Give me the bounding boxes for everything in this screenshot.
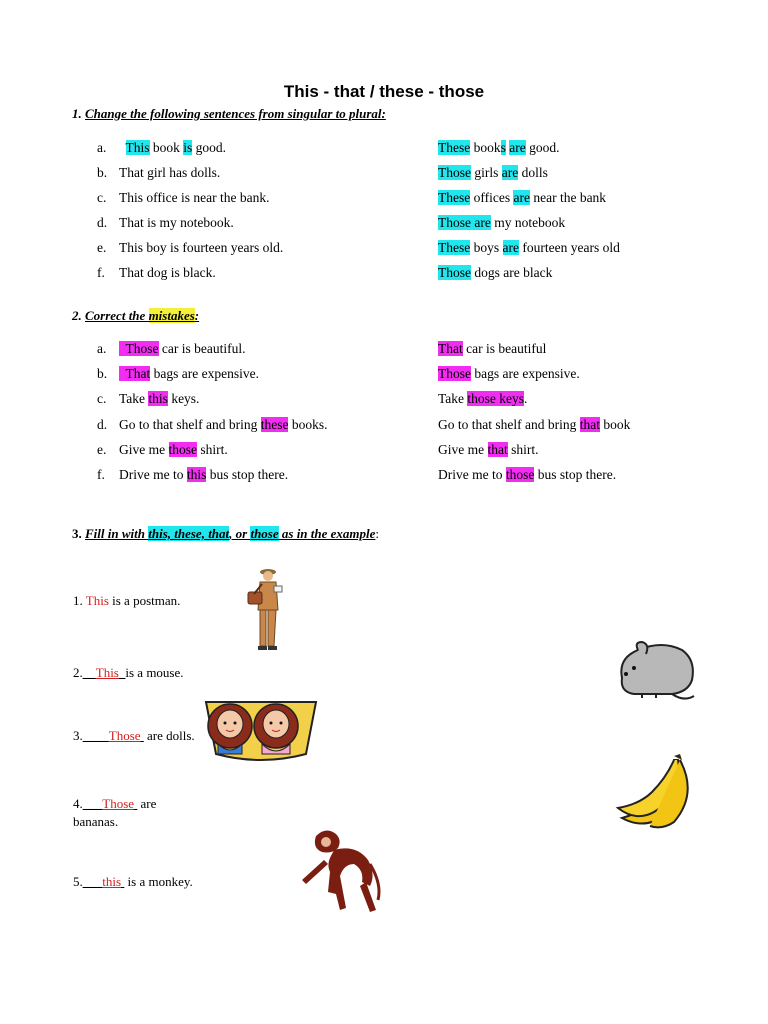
section3-heading-text: Fill in with <box>85 526 149 541</box>
item-text: are dolls. <box>143 728 195 743</box>
sentence-text: offices <box>470 190 514 205</box>
sentence-text: Go to that shelf and bring <box>119 416 261 432</box>
sentence-text: bus stop there. <box>206 467 289 482</box>
mouse-illustration <box>612 638 698 704</box>
sentence-text: That girl has dolls. <box>119 165 221 180</box>
sentence-singular <box>97 366 259 382</box>
sentence-answer <box>438 442 539 458</box>
sentence-text: Give me <box>438 441 488 457</box>
sentence-text: girls <box>471 165 502 180</box>
sentence-text: fourteen years old <box>518 240 620 255</box>
sentence-singular <box>97 240 283 256</box>
sentence-answer <box>438 140 559 156</box>
highlighted-word: s <box>500 140 506 155</box>
sentence-text: This boy is fourteen years old. <box>119 240 284 255</box>
item-text: is a postman. <box>108 593 181 608</box>
item-text: is a monkey. <box>124 874 193 889</box>
blank-line: ___ <box>82 874 103 889</box>
sentence-text: car is beautiful <box>462 341 547 356</box>
sentence-text: good. <box>192 140 227 155</box>
dolls-illustration <box>198 694 324 764</box>
sentence-text: my notebook <box>490 215 566 230</box>
sentence-text: shirt. <box>507 441 539 457</box>
section2-heading-highlight: mistakes <box>148 308 195 323</box>
section3-heading-mid: , or <box>229 526 251 541</box>
blank-line: __ <box>82 665 96 680</box>
highlighted-word: That <box>119 366 151 382</box>
monkey-illustration <box>296 824 384 916</box>
section3-number: 3. <box>72 526 82 541</box>
fill-in-item <box>73 593 180 609</box>
sentence-answer <box>438 265 552 281</box>
highlighted-word: These <box>438 140 471 155</box>
sentence-answer <box>438 467 616 483</box>
sentence-text: dolls <box>518 165 548 180</box>
sentence-text: Take <box>119 391 149 407</box>
sentence-answer <box>438 391 527 407</box>
fill-in-item <box>73 796 156 830</box>
item-label: f. <box>97 265 105 280</box>
blank-line: _ <box>118 665 126 680</box>
answer-text: This <box>85 593 109 608</box>
highlighted-word: Those <box>438 366 471 382</box>
item-text-continued: bananas. <box>73 814 119 829</box>
sentence-singular <box>97 442 228 458</box>
postman-illustration <box>240 564 290 652</box>
sentence-singular <box>97 265 216 281</box>
section2-heading <box>72 308 199 324</box>
sentence-text: This office is near the bank. <box>119 190 270 205</box>
highlighted-word: Those <box>438 165 471 180</box>
sentence-text: . <box>524 391 528 407</box>
sentence-answer <box>438 165 548 181</box>
section3-heading-post: as in the example <box>278 526 376 541</box>
highlighted-word: those <box>505 467 535 482</box>
answer-text: Those <box>102 796 135 811</box>
answer-text: this <box>102 874 122 889</box>
highlighted-word: that <box>487 441 508 457</box>
sentence-text: car is beautiful. <box>158 341 246 356</box>
highlighted-word: are <box>502 240 519 255</box>
item-text: is a mouse. <box>125 665 184 680</box>
sentence-text: books. <box>288 416 328 432</box>
highlighted-word: this <box>186 467 207 482</box>
item-label: e. <box>97 240 107 255</box>
sentence-text: dogs are black <box>471 265 553 280</box>
highlighted-word: that <box>579 416 600 432</box>
highlighted-word: are <box>509 140 526 155</box>
section1-heading-text: Change the following sentences from singular to plural: <box>85 106 386 121</box>
sentence-singular <box>97 190 269 206</box>
section2-number: 2. <box>72 308 82 323</box>
fill-in-item <box>73 728 195 744</box>
sentence-text: shirt. <box>197 441 228 457</box>
sentence-text: book <box>470 140 501 155</box>
item-number: 4. <box>73 796 83 811</box>
sentence-singular <box>97 215 234 231</box>
sentence-text: Take <box>438 391 468 407</box>
item-label: f. <box>97 467 105 482</box>
fill-in-item <box>73 665 184 681</box>
item-number: 3. <box>73 728 83 743</box>
blank-line: ____ <box>82 728 109 743</box>
highlighted-word: Those <box>438 265 471 280</box>
section1-number: 1. <box>72 106 82 121</box>
highlighted-word: These <box>438 190 471 205</box>
sentence-answer <box>438 215 565 231</box>
highlighted-word: Those <box>119 341 159 356</box>
sentence-text: Give me <box>119 441 169 457</box>
sentence-text <box>119 140 126 155</box>
item-label: d. <box>97 416 108 432</box>
item-label: a. <box>97 341 107 356</box>
sentence-singular <box>97 341 245 357</box>
sentence-text: bags are expensive. <box>150 366 259 382</box>
highlighted-word: These <box>438 240 471 255</box>
fill-in-item <box>73 874 193 890</box>
sentence-answer <box>438 417 630 433</box>
highlighted-word: This <box>125 140 150 155</box>
sentence-singular <box>97 391 199 407</box>
highlighted-word: That <box>438 341 463 356</box>
item-label: d. <box>97 215 108 230</box>
highlighted-word: this <box>148 391 168 407</box>
highlighted-word: is <box>183 140 193 155</box>
section1-heading <box>72 106 386 122</box>
item-label: e. <box>97 441 107 457</box>
bananas-illustration <box>614 750 696 830</box>
section3-heading <box>72 526 379 542</box>
sentence-text: bags are expensive. <box>471 366 580 382</box>
sentence-singular <box>97 467 288 483</box>
sentence-answer <box>438 190 606 206</box>
highlighted-word: these <box>260 416 289 432</box>
section2-heading-text: Correct the <box>85 308 149 323</box>
sentence-text: Go to that shelf and bring <box>438 416 580 432</box>
item-label: b. <box>97 366 108 382</box>
sentence-singular <box>97 165 220 181</box>
sentence-singular <box>97 140 226 156</box>
highlighted-word: are <box>513 190 530 205</box>
sentence-text: Drive me to <box>438 467 506 482</box>
sentence-text: bus stop there. <box>534 467 617 482</box>
sentence-text: good. <box>525 140 560 155</box>
blank-line: ___ <box>82 796 103 811</box>
highlighted-word: are <box>501 165 519 180</box>
section3-heading-highlight-1: this, these, that <box>148 526 230 541</box>
item-label: c. <box>97 391 107 407</box>
section3-heading-highlight-2: those <box>250 526 279 541</box>
sentence-text: book <box>599 416 631 432</box>
sentence-text: That is my notebook. <box>119 215 234 230</box>
highlighted-word: those keys <box>467 391 525 407</box>
sentence-singular <box>97 417 328 433</box>
item-label: c. <box>97 190 107 205</box>
answer-text: This <box>95 665 119 680</box>
item-label: a. <box>97 140 107 155</box>
highlighted-word: those <box>168 441 197 457</box>
sentence-text: keys. <box>167 391 200 407</box>
sentence-text: book <box>149 140 184 155</box>
sentence-answer <box>438 240 620 256</box>
answer-text: Those <box>108 728 141 743</box>
sentence-answer <box>438 341 546 357</box>
item-text: are <box>137 796 157 811</box>
item-number: 5. <box>73 874 83 889</box>
section3-heading-colon: : <box>375 526 380 541</box>
sentence-text: boys <box>470 240 503 255</box>
sentence-text: That dog is black. <box>119 265 216 280</box>
highlighted-word: Those are <box>438 215 491 230</box>
sentence-answer <box>438 366 580 382</box>
sentence-text: near the bank <box>529 190 607 205</box>
section2-heading-colon: : <box>194 308 200 323</box>
item-label: b. <box>97 165 108 180</box>
sentence-text: Drive me to <box>119 467 187 482</box>
page-title: This - that / these - those <box>283 82 485 101</box>
item-number: 1. <box>73 593 86 608</box>
item-number: 2. <box>73 665 83 680</box>
